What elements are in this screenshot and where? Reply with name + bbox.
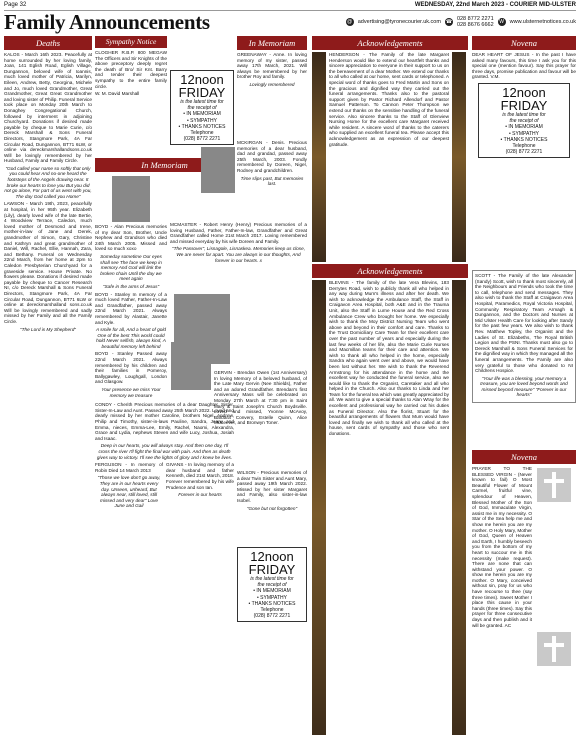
ad3-line-4: • SYMPATHY [509,130,539,137]
issue-line: WEDNESDAY, 22nd March 2023 - COURIER MID-ULSTER [414,2,576,8]
memoriam-header-2: In Memoriam [237,36,307,50]
photo-mckirgan [201,147,235,193]
page-title: Family Announcements [4,9,210,34]
notice-mcmaster: MCMASTER - Robert Henry (Henry) Precious memories of a loving Husband, Father, Father-In-law, Grandfather and Great Grandfather called Home 21st March 2017. Loving remembered and missed everyday by his wife Doreen and Family. [170,222,307,244]
ad2-line-5: • THANKS NOTICES [248,600,296,607]
ad2-line-2: the receipt of [257,582,287,589]
deaths-column [4,36,92,735]
notice-greenaway: GREENAWAY - Anne. In loving memory of my sister, passed away 17th March, 2021. Will always be remembered by her brother Roy and family. [237,52,307,80]
verse-kalos: "God called your name so softly that only you could hear And no-one heard the footsteps of the Angels drawing near. It broke our hearts to lose you But you did not go alone, For part of us went with you, The day God called you Home" [4,165,92,199]
notice-kalos: KALOS - March 16th 2023. Peacefully at home surrounded by her loving family, Joan, 141 Eglish Road, Eglish Village, Dungannon, beloved wife of Ioannis, much loved mother of Patricia, Marilyn, Eileen, Andrew, Betty, Georgina, Michele and Jo, much loved Grandmother, Great Grandmother, Great Great Grandmother and loving sister of Philip. Funeral Service took place on Monday 20th March to Donaghey Congregational Church, followed by interment in adjoining Churchyard. Donations if desired made payable by cheque to Marie Curie, c/o Dereck Marshall & Sons Funeral Directors, Stangmore Park, 4A Far Circular Road, Dungannon, BT71 6LW, or online via dereckmarshallandsons.co.uk Will be lovingly remembered by her Husband, Family and Family Circle. [4,52,92,164]
notice-boyd-stanley-2: BOYD - Stanley Passed away 22nd March 2021. Always remembered by his children and their families in Pomeroy, Ballygawley, Loughgall, London and Glasgow. [95,351,167,385]
photo-boyd-alan [112,176,150,222]
ad-line-6: Telephone [190,130,214,137]
ad3-line-6: Telephone [512,142,536,149]
candle-image-left-2 [312,280,326,735]
ad2-line-1: is the latest time for [250,576,294,582]
candle-image-right-2 [452,280,466,735]
notice-blevins: BLEVINS - The family of the late Vera Blevins, 183 Derrytes Road, wish to publicly thank all who helped in any way during Mum's illness and after her death. We wish to acknowledge the Ambulance Staff, the Staff in Craigavon Area Hospital, both A&E and in the Trauma Unit, also the Staff in Lurne House and the Red Cross Ambulance Crew who brought her home. We especially wish to thank the Moy District Nursing Team who went above and beyond in their comfort and care. Thanks to the Trust Domiciliary Care Team for their excellent care over the past number of years and especially during the last few weeks of her life, also the Marie Curie Nurses and Macmillan teams for their care and attention. We wish to thank all who helped in the home, especially Sandra who again went over and above, we would have been lost without her. We wish to thank the Reverend Armstrong for his attendance in the home and the excellent way he conducted the funeral service, also we would like to thank the Organist, Caretaker and all who helped in the Church. Also our thanks to Linda and her Team for the funeral tea which was greatly appreciated by all. We want to give a special thanks to Alan Wray for the excellent and professional way he carried out his duties as Funeral Director. Also the florist, Stuart for the beautiful arrangements of flowers that Mum would have loved and finally we wish to thank all who called at the house, sent cards of sympathy and those who sent donations. [329,280,449,437]
deadline-ad-1 [170,68,234,156]
verse-lawson: "The Lord is My Shepherd" [20,326,76,332]
ad-line-4: • SYMPATHY [187,117,217,124]
novena-column-2 [472,450,576,735]
verse-condy: Deep in our hearts, you will always stay. And then one day, I'll cross the river I'll fight the final war with pain. And then as death gives way to victory. I'll see the lights of glory and I knew he lives. [96,443,233,460]
candle-image-right [452,52,466,262]
photo-gervin [171,342,211,390]
ad2-line-7: (028) 8772 2271 [253,613,291,620]
ad-line-2: the receipt of [187,105,217,112]
verse-mcmaster: "The Passover", Lisnagole, Lisnaskea. Memories keep us close, We are never far apart. You are always in our thoughts, And forever in our hearts. x [171,246,306,263]
notice-boyd-stanley: BOYD - Stanley In memory of a much loved Father, Father-In-Law and Grandfather, passed away 22nd March 2021. Always remembered by Alastair, Janette and Kyle. [95,291,167,325]
contact-bar [346,16,576,28]
ad-line-5: • THANKS NOTICES [178,123,226,130]
verse-boyd-stanley: A smile for all, And a heart of gold One of the best This world could hold Never selfish, always kind, A beautiful memory left behind [95,327,166,349]
novena-blessed-virgin: PRAYER TO THE BLESSED VIRGIN - (Never known to fail) O Most Beautiful Flower of Mount Carmel, fruitful vine, splendour of Heaven, Blessed Mother of the Son of God, Immaculate Virgin, assist me in my necessity. O Star of the Sea help me and show me herein you are my mother. O Holy Mary, Mother of God, Queen of Heaven and Earth, I humbly beseech you from the bottom of my heart to succour me in this necessity (make request). There are none that can withstand your power. O show me herein you are my mother. O Mary, conceived without sin, pray for us who have recourse to thee (say three times). Sweet Mother I place this cause in your hands (three times). Say this prayer for three consecutive days and then publish and it will be granted. AC [472,466,532,628]
acknowledgements-column [312,36,468,735]
notice-clogher: CLOGHER R.B.P. 800 MEGAW The Officers and Sir Knights of the above preceptory deeply regret the death of Bro/ Sir Knt. Barry and tender their deepest sympathy to the entire family circle. [95,50,167,89]
notice-boyd-alan: BOYD - Alan Precious memories of my dear Son, Brother, Uncle Nephew and Grandson who died 24th March 2005. Missed and loved so much xoxo [95,224,167,252]
notice-ferguson: FERGUSON - In memory of Robin Died 14 March 2013 [95,462,163,473]
sympathy-text [95,50,167,97]
ad3-time: 12noon [502,84,546,100]
novena-heart-of-jesus: DEAR HEART OF JESUS - In the past I have asked many favours, this time I ask you for this special one (mention favour). Say this prayer for three days, promise publication and favour will be granted. V.M. [472,52,576,80]
phone-2: 028 8676 6662 [456,22,494,28]
notice-condy: CONDY - Cherith Precious memories of a dear Daughter, Sister, Sister-In-Law and Aunt. Passed away 25th March 2022. Loved and dearly missed by her mother Caroline, brothers Nigel, Andrew, Philip and Timothy, sister-in-laws Pauline, Sandra, Jenny and Emma, nieces, Emma-Lee, Emily, Rachel, Naomi, Alexandra, Grace and Lydia, nephews Steven and wife Lucy, Joshua, Josiah and Isaac. [95,402,234,441]
verse-wilson: "Gone but not forgotten" [246,505,298,511]
verse-scott: "Your life was a blessing, your memory a treasure, you are loved beyond words and missed beyond measure" "Forever in our hearts" [480,375,568,398]
ad-line-3: • IN MEMORIAM [183,111,221,118]
cross-icon-2 [537,632,571,666]
ad3-line-1: is the latest time for [502,111,546,118]
scott-wrap [472,270,576,440]
deadline-ad-box-2 [237,547,307,622]
notice-henderson: HENDERSON - The Family of the late Margaret Henderson would like to extend our heartfelt thanks and sincere appreciation to everyone in their support to us on the bereavement of a dear Mother. We extend our thanks to all who called at our home, sent cards or telephoned. A special word of thanks goes to Fred Martin and Sons on the gracious and dignified way they carried out the funeral arrangements. Thanks also to the pastoral support given by Pastor Richard Allendorf and Pastor Samuel Patterson. To Cannon Peter Thompson we extend our thanks on the sensitive handling of the funeral service. Also sincere thanks to the Staff of Glenview Nursing Home for the excellent care Margaret received while resident. A sincere word of thanks to the caterers who supplied an excellent funeral tea. Please accept this acknowledgement as an expression of our deepest gratitude. [329,52,449,147]
masthead [4,11,576,33]
email-icon: @ [347,19,353,25]
phone-icon: ☎ [445,19,453,25]
novena-header: Novena [472,36,576,50]
acknowledgements-header: Acknowledgements [312,36,468,50]
signature-wm: W. M. David Marshall [95,91,140,97]
verse-boyd-stanley-2: Your presence we miss Your memory we treasure [101,387,161,398]
candle-image-left [312,52,326,262]
deadline-ad-2 [237,545,307,665]
verse-boyd-alan-2: "Safe in the arms of Jesus" [102,283,160,289]
phone-numbers [457,16,494,28]
deadline-ad-box [170,70,234,145]
ad-time: 12noon [180,72,224,87]
verse-givans: Forever in our hearts [178,492,222,498]
ad-line-7: (028) 8772 2271 [183,136,221,143]
notice-gervin: GERVIN - Brendan Owen (1st Anniversary) In loving Memory of a beloved husband, of the Late Mary Gervin (Nee Shields), Father and an adored Grandfather. Brendan's first Anniversary Mass will be celebrated on Monday 27th March at 7:30 pm in Saint Mary & Saint Joseph's Church Boydsville. Loved and missed, Yvonne McAvoy, Barbara Convery, Estelle Quinn, Alice McKeever, and Bronwyn Toner. [214,370,307,426]
ad2-day: FRIDAY [248,562,296,577]
web-link[interactable]: www.ulsternetnotices.co.uk [509,19,576,25]
web-icon: W [499,19,505,25]
ad2-line-3: • IN MEMORIAM [253,588,291,595]
ad2-line-4: • SYMPATHY [257,594,287,601]
mckirgan-wrap [237,140,307,220]
wilson-wrap [237,470,307,540]
photo-gervin-wrap [170,340,212,390]
cross-icon [537,468,571,502]
deaths-header: Deaths [4,36,92,50]
notice-givans: GIVANS - In loving memory of a dear husband and father Kenneth, died 21st March, 2018. Forever remembered by his wife Prudence and son Ian. [166,462,234,490]
deadline-ad-box-3 [478,83,570,158]
deaths-text [4,52,92,332]
ad3-line-3: • IN MEMORIAM [505,124,543,131]
ad-line-1: is the latest time for [180,99,224,105]
mcmaster-wrap [170,222,307,322]
novena-header-2: Novena [472,450,576,464]
ad2-line-6: Telephone [260,607,284,614]
ad3-line-2: the receipt of [509,118,539,125]
email-link[interactable]: advertising@tyronecourier.uk.com [357,19,441,25]
verse-ferguson: "Those we love don't go away, They are in our hearts every day. Unseen, unheard, But always near, still loved, still missed and very dear" Love June and Gail [97,475,161,509]
ad2-time: 12noon [250,549,294,564]
photo-mckirgan-wrap [200,145,236,195]
ad3-line-5: • THANKS NOTICES [500,136,548,143]
phone-1: 028 8772 2271 [456,16,494,22]
ad3-day: FRIDAY [500,97,548,113]
notice-mckirgan: MCKIRGAN - Denis. Precious memories of a dear husband, dad and grandad, passed away 25th March, 2003. Fondly remembered by Doreen, Nigel, Rodney and grandchildren. [237,140,307,173]
notice-scott: SCOTT - The Family of the late Alexander (Sandy) Scott, wish to thank most sincerely, all the Neighbours and Friends who took the time to call, telephone and send messages. They also wish to thank the Staff at Craigavon Area Hospital, Paramedics, Royal Victoria Hospital, Community Respiratory Team Armagh & Dungannon, and the Doctors and Nurses at Mid Ulster Health Care for looking after Sandy for the past few years. We also wish to thank Rev. Matthew Topley, the Organist and the Ladies of St. Elizabeths, The Royal British Legion and the PSNI. Thanks must also go to Dereck Marshall & Sons Funeral Services for the dignified way in which they managed all the funeral arrangements. The Family are also very grateful to those who donated to NI Childrens Hospice. [475,273,573,374]
verse-mckirgan: Time slips past, But memories last. [240,175,304,187]
ad3-line-7: (028) 8772 2271 [505,149,543,156]
verse-boyd-alan: Someday sometime Our eyes shall see The face we keep in memory And God will link the broken chain Until the day we meet again [100,253,162,282]
verse-greenaway: Lovingly remembered [249,81,295,87]
ad-day: FRIDAY [178,85,226,100]
notice-lawson: LAWSON - March 19th, 2023, peacefully at hospital, in her 95th year. Elizabeth (Lily), dearly loved wife of the late Bertie, 4 Woodview Terrace, Caledon, much loved mother of Desmond and Irene, mother-in-law of Jane and Derek, grandmother of Simon, Gary, Christine and Kathryn and great grandmother of Daniel, Will, Rachel, Ellie, Hannah, Zara, and Bethany. Funeral on Wednesday 22nd March, from her home at 2pm to Caledon Presbyterian Churchyard for a graveside service. House Private. No flowers please. Donations if desired made payable by cheque to Cancer Research NI, c/o Dereck Marshall & Sons Funeral Directors, Stangmore Park, 4A Far Circular Road, Dungannon, BT71 6LW or online at dereckmarshalland sons.co.uk Will be lovingly remembered and sadly missed by her Family and all the Family Circle. [4,201,92,324]
memoriam-header: In Memoriam [95,158,234,172]
acknowledgements-header-2: Acknowledgements [312,264,468,278]
page-number: Page 32 [4,2,27,8]
notice-wilson: WILSON - Precious memories of a dear Twin Sister and Aunt Mary, passed away 19th March 2022. Missed by her sister Margaret and Family, also sister-in-law Isobel. [237,470,307,503]
sympathy-header: Sympathy Notice [95,36,167,48]
